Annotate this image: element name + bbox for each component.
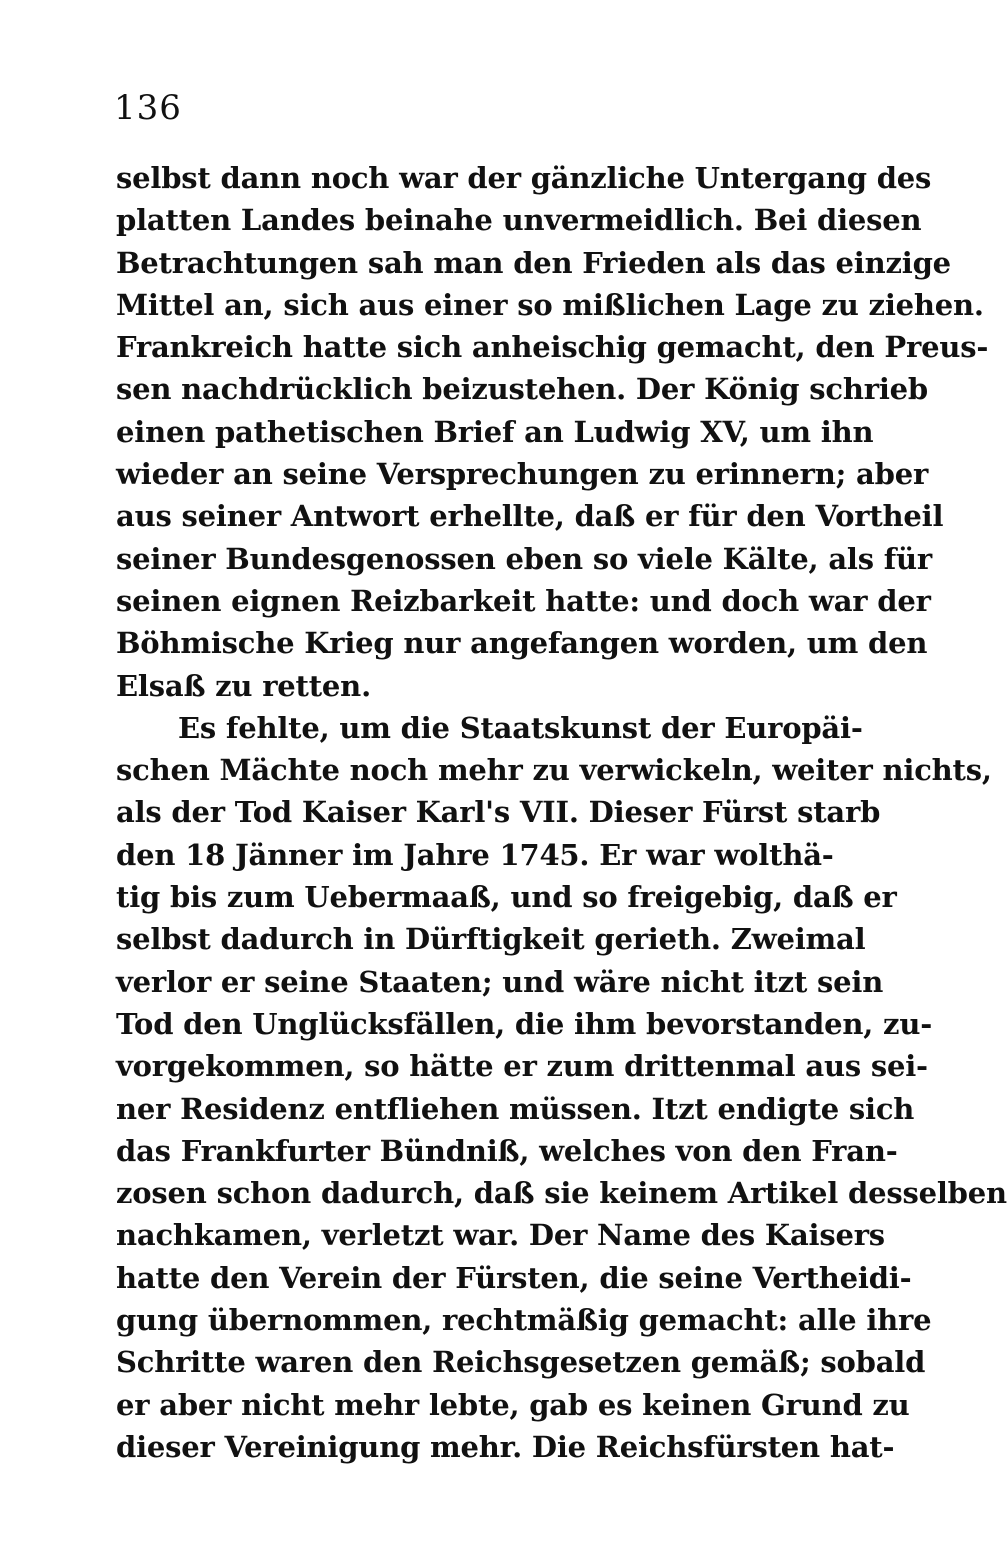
body-text	[116, 157, 1007, 1468]
text-line: vorgekommen, so hätte er zum drittenmal aus sei-	[116, 1049, 928, 1084]
text-line: einen pathetischen Brief an Ludwig XV, um ihn	[116, 414, 874, 449]
text-line: Schritte waren den Reichsgesetzen gemäß; sobald	[116, 1345, 926, 1380]
text-line: nachkamen, verletzt war. Der Name des Kaisers	[116, 1218, 885, 1253]
text-line: aus seiner Antwort erhellte, daß er für den Vortheil	[116, 499, 944, 534]
text-line: Elsaß zu retten.	[116, 668, 371, 703]
text-line: selbst dadurch in Dürftigkeit gerieth. Zweimal	[116, 922, 866, 957]
text-line: als der Tod Kaiser Karl's VII. Dieser Fürst starb	[116, 795, 881, 830]
text-line: zosen schon dadurch, daß sie keinem Artikel desselben	[116, 1176, 1007, 1211]
text-line: verlor er seine Staaten; und wäre nicht itzt sein	[116, 964, 884, 999]
text-line: Mittel an, sich aus einer so mißlichen Lage zu ziehen.	[116, 287, 984, 322]
text-line: Böhmische Krieg nur angefangen worden, um den	[116, 626, 928, 661]
text-line: hatte den Verein der Fürsten, die seine Vertheidi-	[116, 1260, 912, 1295]
text-line: wieder an seine Versprechungen zu erinnern; aber	[116, 457, 929, 492]
text-line: Betrachtungen sah man den Frieden als das einzige	[116, 245, 951, 280]
text-line: schen Mächte noch mehr zu verwickeln, weiter nichts,	[116, 753, 992, 788]
text-line: seiner Bundesgenossen eben so viele Kälte, als für	[116, 541, 933, 576]
text-line: das Frankfurter Bündniß, welches von den Fran-	[116, 1133, 898, 1168]
text-line: den 18 Jänner im Jahre 1745. Er war wolthä-	[116, 837, 834, 872]
text-line: Frankreich hatte sich anheischig gemacht, den Preus-	[116, 330, 989, 365]
text-line: selbst dann noch war der gänzliche Untergang des	[116, 161, 932, 195]
text-line: tig bis zum Uebermaaß, und so freigebig, daß er	[116, 880, 897, 915]
text-line: dieser Vereinigung mehr. Die Reichsfürsten hat-	[116, 1429, 895, 1464]
text-line: gung übernommen, rechtmäßig gemacht: alle ihre	[116, 1303, 932, 1338]
paragraph-first-line: Es fehlte, um die Staatskunst der Europäi-	[178, 710, 863, 745]
text-line: seinen eignen Reizbarkeit hatte: und doch war der	[116, 583, 931, 618]
text-line: sen nachdrücklich beizustehen. Der König schrieb	[116, 372, 928, 407]
page-number: 136	[114, 88, 182, 128]
text-line: Tod den Unglücksfällen, die ihm bevorstanden, zu-	[116, 1006, 933, 1041]
text-line: ner Residenz entfliehen müssen. Itzt endigte sich	[116, 1091, 915, 1126]
text-line: platten Landes beinahe unvermeidlich. Bei diesen	[116, 203, 922, 238]
text-line: er aber nicht mehr lebte, gab es keinen Grund zu	[116, 1387, 910, 1422]
